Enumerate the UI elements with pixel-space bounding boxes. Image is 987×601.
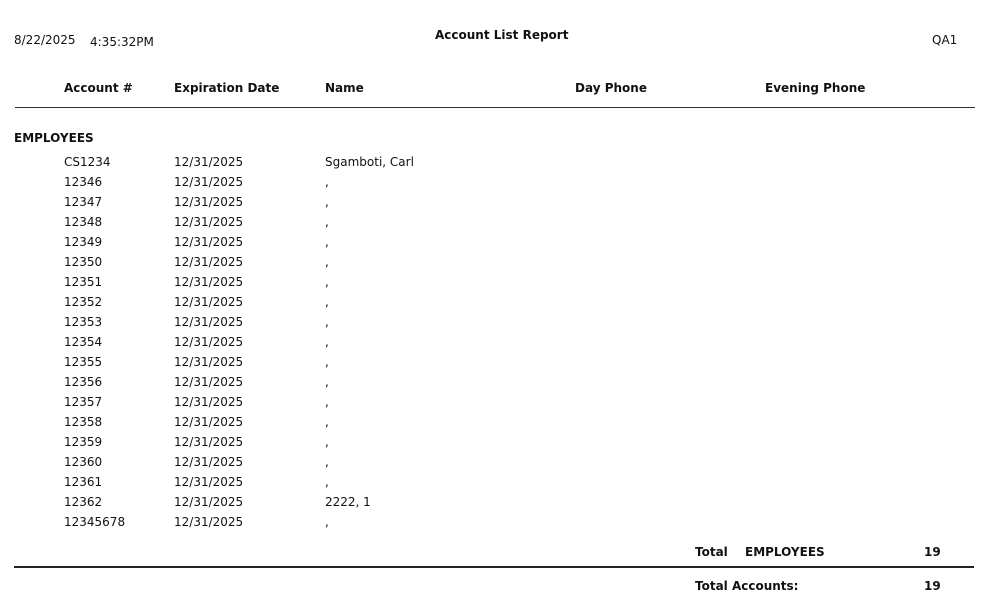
report-code: QA1 — [932, 33, 958, 47]
table-row — [0, 195, 987, 215]
account-number: 12351 — [64, 275, 103, 289]
account-name: , — [325, 355, 329, 369]
account-number: 12352 — [64, 295, 103, 309]
account-name: , — [325, 295, 329, 309]
account-name: , — [325, 235, 329, 249]
account-number: 12359 — [64, 435, 103, 449]
column-header-expiration-date: Expiration Date — [174, 81, 280, 95]
expiration-date: 12/31/2025 — [174, 315, 244, 329]
expiration-date: 12/31/2025 — [174, 335, 244, 349]
table-row — [0, 175, 987, 195]
group-total-label: Total — [695, 545, 728, 559]
group-total-name: EMPLOYEES — [745, 545, 825, 559]
table-row — [0, 495, 987, 515]
account-name: , — [325, 275, 329, 289]
expiration-date: 12/31/2025 — [174, 295, 244, 309]
table-row — [0, 475, 987, 495]
total-accounts-label: Total Accounts: — [695, 579, 799, 593]
account-name: , — [325, 315, 329, 329]
expiration-date: 12/31/2025 — [174, 435, 244, 449]
table-row — [0, 215, 987, 235]
expiration-date: 12/31/2025 — [174, 275, 244, 289]
table-row — [0, 155, 987, 175]
totals-divider — [14, 566, 974, 568]
table-row — [0, 335, 987, 355]
account-name: Sgamboti, Carl — [325, 155, 414, 169]
table-row — [0, 515, 987, 535]
column-header-evening-phone: Evening Phone — [765, 81, 866, 95]
account-name: , — [325, 475, 329, 489]
account-number: 12353 — [64, 315, 103, 329]
table-row — [0, 295, 987, 315]
account-number: 12347 — [64, 195, 103, 209]
expiration-date: 12/31/2025 — [174, 415, 244, 429]
account-number: 12349 — [64, 235, 103, 249]
account-name: , — [325, 215, 329, 229]
account-name: , — [325, 375, 329, 389]
table-row — [0, 395, 987, 415]
account-number: 12346 — [64, 175, 103, 189]
account-number: 12356 — [64, 375, 103, 389]
table-row — [0, 355, 987, 375]
table-row — [0, 315, 987, 335]
expiration-date: 12/31/2025 — [174, 515, 244, 529]
account-name: 2222, 1 — [325, 495, 371, 509]
table-row — [0, 235, 987, 255]
expiration-date: 12/31/2025 — [174, 195, 244, 209]
expiration-date: 12/31/2025 — [174, 455, 244, 469]
account-number: 12350 — [64, 255, 103, 269]
expiration-date: 12/31/2025 — [174, 175, 244, 189]
account-name: , — [325, 395, 329, 409]
account-name: , — [325, 515, 329, 529]
expiration-date: 12/31/2025 — [174, 215, 244, 229]
table-row — [0, 415, 987, 435]
report-date: 8/22/2025 — [14, 33, 76, 47]
account-number: 12361 — [64, 475, 103, 489]
account-number: 12355 — [64, 355, 103, 369]
account-number: CS1234 — [64, 155, 111, 169]
report-title: Account List Report — [435, 28, 569, 42]
account-number: 12362 — [64, 495, 103, 509]
account-name: , — [325, 255, 329, 269]
header-divider — [15, 107, 975, 108]
account-name: , — [325, 335, 329, 349]
account-number: 12348 — [64, 215, 103, 229]
column-header-day-phone: Day Phone — [575, 81, 647, 95]
table-row — [0, 455, 987, 475]
group-total-value: 19 — [924, 545, 941, 559]
expiration-date: 12/31/2025 — [174, 395, 244, 409]
account-name: , — [325, 455, 329, 469]
expiration-date: 12/31/2025 — [174, 475, 244, 489]
table-row — [0, 275, 987, 295]
total-accounts-value: 19 — [924, 579, 941, 593]
account-number: 12354 — [64, 335, 103, 349]
account-name: , — [325, 175, 329, 189]
column-header-account: Account # — [64, 81, 133, 95]
table-row — [0, 435, 987, 455]
report-time: 4:35:32PM — [90, 35, 154, 49]
column-header-name: Name — [325, 81, 364, 95]
account-name: , — [325, 195, 329, 209]
expiration-date: 12/31/2025 — [174, 355, 244, 369]
account-number: 12357 — [64, 395, 103, 409]
expiration-date: 12/31/2025 — [174, 155, 244, 169]
expiration-date: 12/31/2025 — [174, 375, 244, 389]
table-row — [0, 375, 987, 395]
account-number: 12360 — [64, 455, 103, 469]
expiration-date: 12/31/2025 — [174, 255, 244, 269]
group-title: EMPLOYEES — [14, 131, 94, 145]
account-number: 12358 — [64, 415, 103, 429]
table-row — [0, 255, 987, 275]
expiration-date: 12/31/2025 — [174, 495, 244, 509]
account-number: 12345678 — [64, 515, 126, 529]
account-name: , — [325, 435, 329, 449]
expiration-date: 12/31/2025 — [174, 235, 244, 249]
account-name: , — [325, 415, 329, 429]
